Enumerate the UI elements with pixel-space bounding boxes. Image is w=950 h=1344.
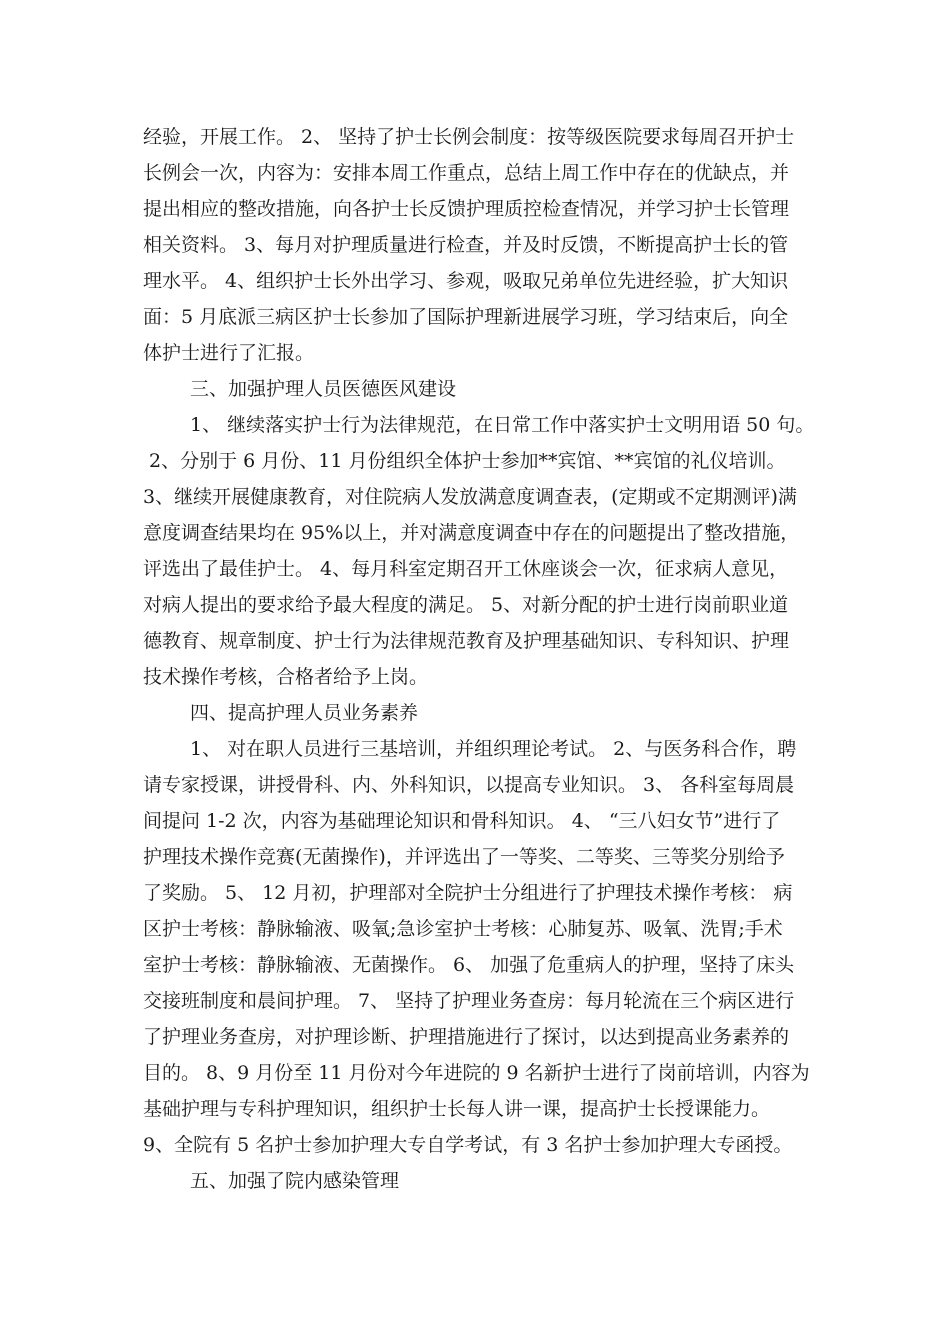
body-text-line: 1、 继续落实护士行为法律规范，在日常工作中落实护士文明用语 50 句。 [190, 414, 815, 436]
body-text-line: 2、分别于 6 月份、11 月份组织全体护士参加**宾馆、**宾馆的礼仪培训。 [143, 450, 786, 472]
section-heading-3: 三、加强护理人员医德医风建设 [190, 378, 457, 400]
section-heading-5: 五、加强了院内感染管理 [190, 1170, 400, 1192]
body-text-line: 面：5 月底派三病区护士长参加了国际护理新进展学习班，学习结束后，向全 [143, 306, 789, 328]
body-text-line: 目的。 8、9 月份至 11 月份对今年进院的 9 名新护士进行了岗前培训，内容为 [143, 1062, 810, 1084]
body-text-line: 了奖励。 5、 12 月初，护理部对全院护士分组进行了护理技术操作考核： 病 [143, 882, 793, 904]
body-text-line: 3、继续开展健康教育，对住院病人发放满意度调查表，(定期或不定期测评)满 [143, 486, 797, 508]
body-text-line: 1、 对在职人员进行三基培训，并组织理论考试。 2、与医务科合作，聘 [190, 738, 797, 760]
body-text-line: 基础护理与专科护理知识，组织护士长每人讲一课，提高护士长授课能力。 [143, 1098, 771, 1120]
body-text-line: 区护士考核：静脉输液、吸氧;急诊室护士考核：心肺复苏、吸氧、洗胃;手术 [143, 918, 783, 940]
body-text-line: 经验，开展工作。 2、 坚持了护士长例会制度：按等级医院要求每周召开护士 [143, 126, 795, 148]
body-text-line: 了护理业务查房，对护理诊断、护理措施进行了探讨，以达到提高业务素养的 [143, 1026, 790, 1048]
section-heading-4: 四、提高护理人员业务素养 [190, 702, 419, 724]
body-text-line: 交接班制度和晨间护理。 7、 坚持了护理业务查房：每月轮流在三个病区进行 [143, 990, 795, 1012]
body-text-line: 请专家授课，讲授骨科、内、外科知识，以提高专业知识。 3、 各科室每周晨 [143, 774, 795, 796]
body-text-line: 理水平。 4、组织护士长外出学习、参观，吸取兄弟单位先进经验，扩大知识 [143, 270, 789, 292]
body-text-line: 相关资料。 3、每月对护理质量进行检查，并及时反馈，不断提高护士长的管 [143, 234, 789, 256]
body-text-line: 室护士考核：静脉输液、无菌操作。 6、 加强了危重病人的护理，坚持了床头 [143, 954, 795, 976]
body-text-line: 间提问 1-2 次，内容为基础理论知识和骨科知识。 4、 “三八妇女节”进行了 [143, 810, 781, 832]
body-text-line: 技术操作考核，合格者给予上岗。 [143, 666, 429, 688]
body-text-line: 体护士进行了汇报。 [143, 342, 315, 364]
body-text-line: 评选出了最佳护士。 4、每月科室定期召开工休座谈会一次，征求病人意见， [143, 558, 789, 580]
body-text-line: 德教育、规章制度、护士行为法律规范教育及护理基础知识、专科知识、护理 [143, 630, 790, 652]
body-text-line: 意度调查结果均在 95%以上，并对满意度调查中存在的问题提出了整改措施， [143, 522, 800, 544]
body-text-line: 9、全院有 5 名护士参加护理大专自学考试，有 3 名护士参加护理大专函授。 [143, 1134, 793, 1156]
body-text-line: 对病人提出的要求给予最大程度的满足。 5、对新分配的护士进行岗前职业道 [143, 594, 789, 616]
body-text-line: 护理技术操作竞赛(无菌操作)，并评选出了一等奖、二等奖、三等奖分别给予 [143, 846, 785, 868]
body-text-line: 提出相应的整改措施，向各护士长反馈护理质控检查情况，并学习护士长管理 [143, 198, 790, 220]
body-text-line: 长例会一次，内容为：安排本周工作重点，总结上周工作中存在的优缺点，并 [143, 162, 790, 184]
